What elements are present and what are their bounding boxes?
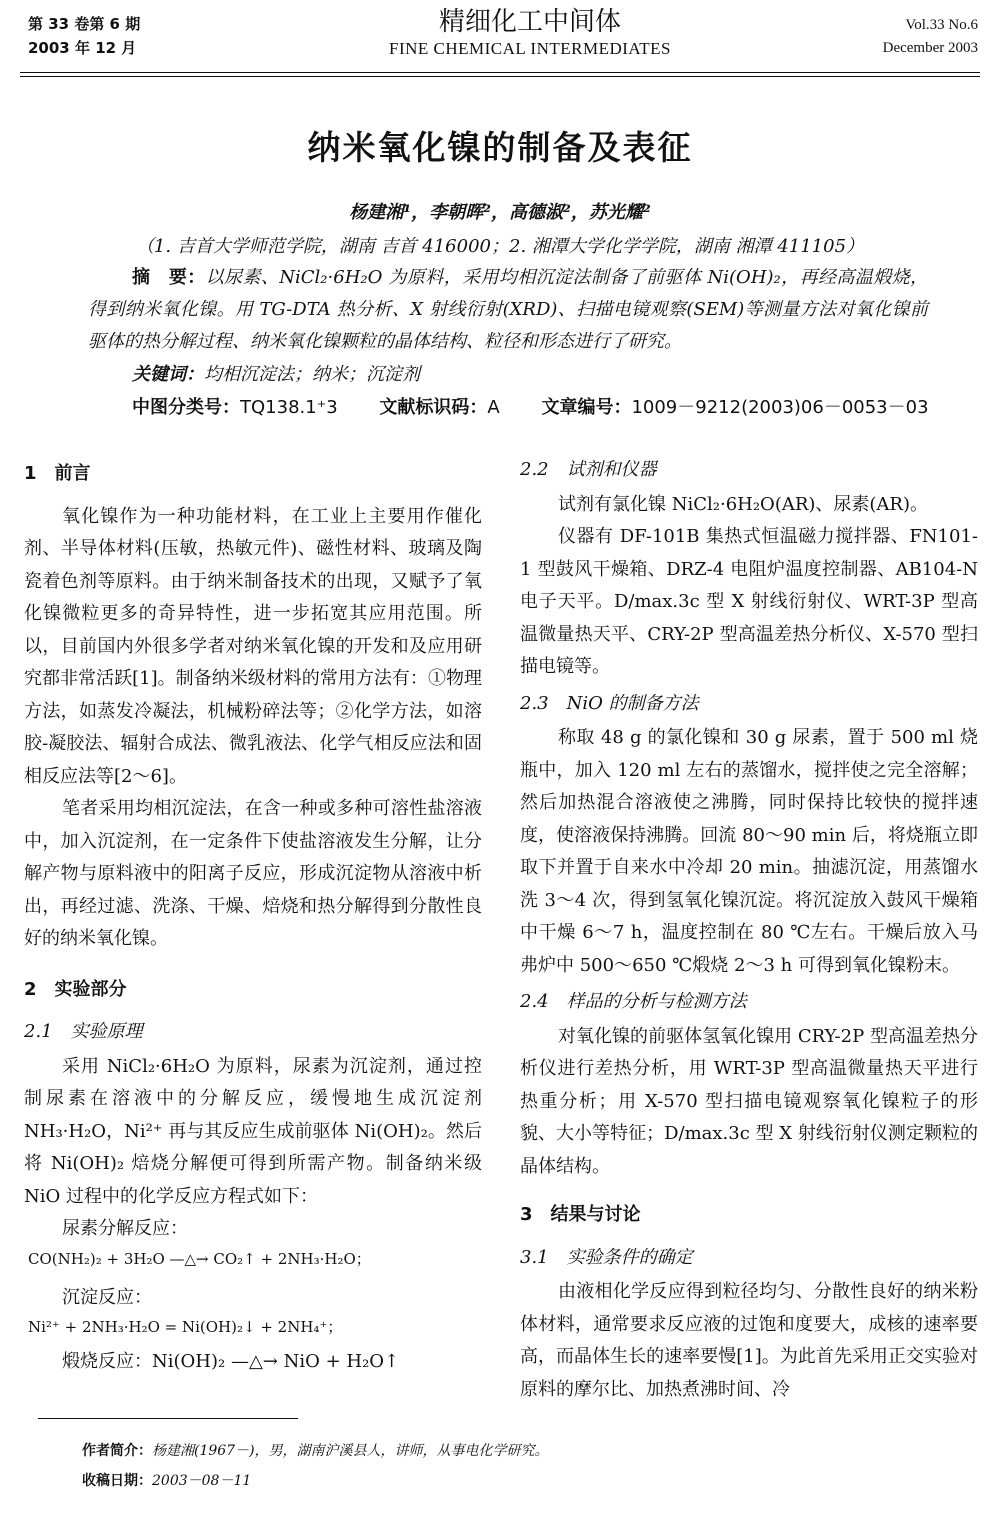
- author-bio-label: 作者简介：: [82, 1443, 152, 1459]
- keywords-text: 均相沉淀法；纳米；沉淀剂: [204, 364, 420, 385]
- keywords: [132, 360, 932, 386]
- abstract-text: 以尿素、NiCl₂·6H₂O 为原料，采用均相沉淀法制备了前驱体 Ni(OH)₂，再经高温煅烧，得到纳米氧化镍。用 TG-DTA 热分析、X 射线衍射(XRD)、扫描电镜观察(SEM)等测量方法对氧化镍前驱体的热分解过程、纳米氧化镍颗粒的晶体结构、粒径和形态进行了研究。: [88, 267, 929, 352]
- clc-label: 中图分类号：: [132, 397, 240, 418]
- header-rule: [20, 72, 980, 73]
- footnote-rule: [38, 1418, 298, 1419]
- author-bio: [82, 1440, 962, 1460]
- paragraph: 氧化镍作为一种功能材料，在工业上主要用作催化剂、半导体材料(压敏，热敏元件)、磁性材料、玻璃及陶瓷着色剂等原料。由于纳米制备技术的出现，又赋予了氧化镍微粒更多的奇异特性，进一步拓宽其应用范围。所以，目前国内外很多学者对纳米氧化镍的开发和及应用研究都非常活跃[1]。制备纳米级材料的常用方法有：①物理方法，如蒸发冷凝法，机械粉碎法等；②化学方法，如溶胶-凝胶法、辐射合成法、微乳液法、化学气相反应法和固相反应法等[2～6]。: [24, 505, 482, 787]
- journal-title-block: [300, 6, 760, 60]
- subsection-heading: 2.4 样品的分析与检测方法: [520, 991, 747, 1012]
- left-column: [24, 450, 482, 1379]
- equation: 煅烧反应：Ni(OH)₂ —△→ NiO + H₂O↑: [62, 1351, 400, 1372]
- subsection-heading: 3.1 实验条件的确定: [520, 1246, 693, 1268]
- author-list: 杨建湘¹，李朝晖²，高德淑²，苏光耀²: [349, 202, 651, 223]
- subsection-heading: 2.1 实验原理: [24, 1021, 143, 1042]
- paragraph: 笔者采用均相沉淀法，在含一种或多种可溶性盐溶液中，加入沉淀剂，在一定条件下使盐溶液发生分解，让分解产物与原料液中的阳离子反应，形成沉淀物从溶液中析出，再经过滤、洗涤、干燥、焙烧和热分解得到分散性良好的纳米氧化镍。: [24, 798, 482, 949]
- article-number-label: 文章编号：: [541, 397, 632, 418]
- keywords-label: 关键词：: [132, 364, 204, 385]
- abstract: [88, 262, 928, 358]
- paper-title: 纳米氧化镍的制备及表征: [307, 128, 693, 167]
- article-number: 1009－9212(2003)06－0053－03: [631, 397, 929, 418]
- paragraph: 仪器有 DF-101B 集热式恒温磁力搅拌器、FN101-1 型鼓风干燥箱、DRZ-4 电阻炉温度控制器、AB104-N 电子天平。D/max.3c 型 X 射线衍射仪、WRT-3P 型高温微量热天平、CRY-2P 型高温差热分析仪、X-570 型扫描电镜等。: [520, 526, 978, 677]
- doc-code: A: [487, 397, 500, 418]
- abstract-label: 摘 要：: [132, 267, 206, 288]
- header-rule-thin: [20, 76, 980, 77]
- classification-line: [132, 393, 932, 419]
- subsection-heading: 2.2 试剂和仪器: [520, 459, 657, 480]
- subsection-heading: 2.3 NiO 的制备方法: [520, 692, 699, 714]
- section-heading: 2 实验部分: [24, 978, 127, 1000]
- equation: Ni²⁺ + 2NH₃·H₂O = Ni(OH)₂↓ + 2NH₄⁺；: [28, 1318, 343, 1336]
- paragraph: 由液相化学反应得到粒径均匀、分散性良好的纳米粉体材料，通常要求反应液的过饱和度要大，成核的速率要高，而晶体生长的速率要慢[1]。为此首先采用正交实验对原料的摩尔比、加热煮沸时间、冷: [520, 1281, 978, 1400]
- affiliation: （1. 吉首大学师范学院，湖南 吉首 416000；2. 湘潭大学化学学院，湖南 湘潭 411105）: [135, 236, 865, 257]
- section-heading: 3 结果与讨论: [520, 1204, 641, 1225]
- received-date-value: 2003－08－11: [152, 1473, 252, 1489]
- paragraph: 称取 48 g 的氯化镍和 30 g 尿素，置于 500 ml 烧瓶中，加入 120 ml 左右的蒸馏水，搅拌使之完全溶解；然后加热混合溶液使之沸腾，同时保持比较快的搅拌速度，使溶液保持沸腾。回流 80～90 min 后，将烧瓶立即取下并置于自来水中冷却 20 min。抽滤沉淀，用蒸馏水洗 3～4 次，得到氢氧化镍沉淀。将沉淀放入鼓风干燥箱中干燥 6～7 h，温度控制在 80 ℃左右。干燥后放入马弗炉中 500～650 ℃煅烧 2～3 h 可得到氧化镍粉末。: [520, 727, 978, 976]
- author-bio-text: 杨建湘(1967－)，男，湖南沪溪县人，讲师，从事电化学研究。: [152, 1443, 549, 1459]
- paragraph: 试剂有氯化镍 NiCl₂·6H₂O(AR)、尿素(AR)。: [558, 493, 929, 515]
- journal-title-en: FINE CHEMICAL INTERMEDIATES: [388, 39, 672, 58]
- section-heading: 1 前言: [24, 463, 91, 484]
- doc-code-label: 文献标识码：: [379, 397, 488, 418]
- volume-issue-cn: 第 33 卷第 6 期: [28, 15, 141, 33]
- right-column: [520, 450, 978, 1406]
- date-cn: 2003 年 12 月: [28, 39, 137, 57]
- paragraph: 对氧化镍的前驱体氢氧化镍用 CRY-2P 型高温差热分析仪进行差热分析，用 WRT-3P 型高温微量热天平进行热重分析；用 X-570 型扫描电镜观察氧化镍粒子的形貌、大小等特征；D/max.3c 型 X 射线衍射仪测定颗粒的晶体结构。: [520, 1025, 978, 1177]
- equation-label: 沉淀反应：: [62, 1286, 152, 1308]
- running-header-right: [883, 14, 978, 60]
- equation-label: 尿素分解反应：: [62, 1218, 188, 1239]
- journal-title-cn: 精细化工中间体: [438, 7, 621, 37]
- equation: CO(NH₂)₂ + 3H₂O —△→ CO₂↑ + 2NH₃·H₂O；: [28, 1249, 371, 1268]
- paragraph: 采用 NiCl₂·6H₂O 为原料，尿素为沉淀剂，通过控制尿素在溶液中的分解反应，缓慢地生成沉淀剂 NH₃·H₂O，Ni²⁺ 再与其反应生成前驱体 Ni(OH)₂。然后将 Ni(OH)₂ 焙烧分解便可得到所需产物。制备纳米级 NiO 过程中的化学反应方程式如下：: [24, 1055, 482, 1207]
- date-en: December 2003: [882, 40, 978, 56]
- received-date-label: 收稿日期：: [82, 1473, 152, 1489]
- clc-number: TQ138.1⁺3: [240, 397, 338, 418]
- running-header-left: [28, 12, 140, 60]
- volume-issue-en: Vol.33 No.6: [905, 17, 978, 33]
- received-date: [82, 1470, 962, 1490]
